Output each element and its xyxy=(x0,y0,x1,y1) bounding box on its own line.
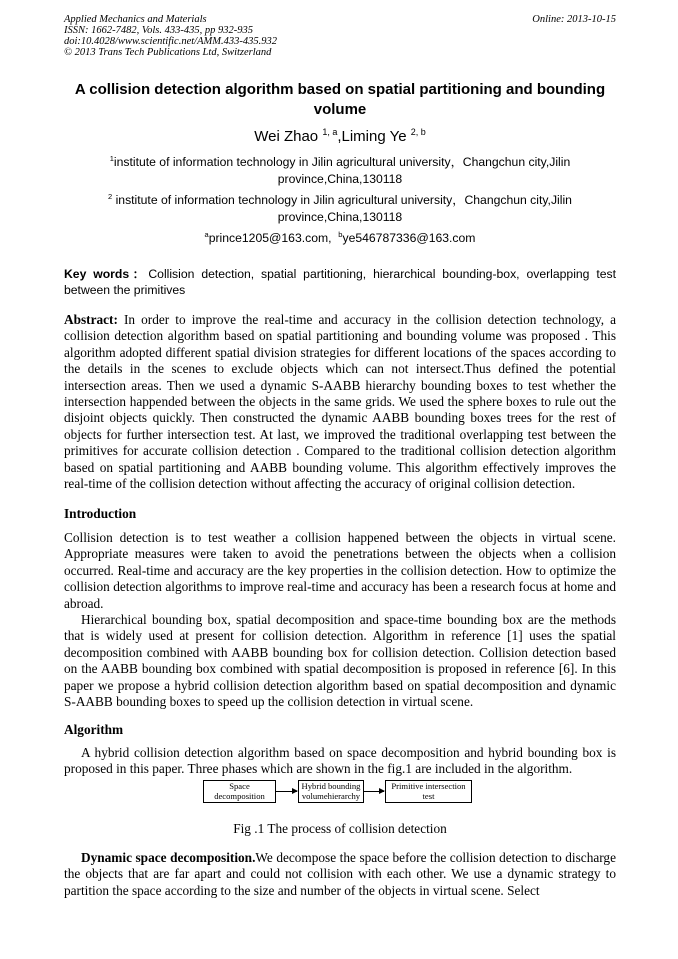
affiliation-superscript: 1 xyxy=(109,154,114,163)
flow-arrow-icon xyxy=(364,791,384,792)
journal-header xyxy=(64,14,616,58)
abstract xyxy=(64,312,616,492)
paper-title: A collision detection algorithm based on spatial partitioning and bounding volume xyxy=(74,81,606,118)
affiliation-2 xyxy=(95,192,585,226)
keywords-label: Key words： xyxy=(64,267,149,281)
copyright-line: © 2013 Trans Tech Publications Ltd, Switzerland xyxy=(64,47,272,58)
online-date: Online: 2013-10-15 xyxy=(532,14,616,25)
author-name: ,Liming Ye xyxy=(337,128,407,145)
flow-box-hybrid-bounding: Hybrid bounding volumehierarchy xyxy=(298,780,364,803)
paragraph: Collision detection is to test weather a collision happened between the objects in virtual scene. Appropriate measures were taken to avoid the penetrations between the objects when a collision occurred. Real-time and accuracy are the key properties in the collision detection. How to optimize the collision detection algorithms to improve real-time and accuracy has been a research focus at home and abroad. xyxy=(64,530,616,611)
abstract-label: Abstract: xyxy=(64,312,118,327)
flow-box-space-decomposition: Space decomposition xyxy=(203,780,276,803)
figure-caption: Fig .1 The process of collision detection xyxy=(233,821,447,836)
introduction-body xyxy=(64,530,616,710)
author-superscript: 1, a xyxy=(322,127,338,137)
section-heading-introduction: Introduction xyxy=(64,506,137,521)
email-address: ye546787336@163.com xyxy=(342,231,476,245)
paragraph-lead: Dynamic space decomposition. xyxy=(81,850,256,865)
email-line xyxy=(64,230,616,247)
affiliation-text: institute of information technology in Jilin agricultural university，Changchun city,Jilin province,China,130118 xyxy=(113,155,571,186)
algorithm-body xyxy=(64,745,616,778)
keywords xyxy=(64,266,616,298)
email-superscript: b xyxy=(338,230,343,239)
paragraph: A hybrid collision detection algorithm based on space decomposition and hybrid bounding box is proposed in this paper. Three phases which are shown in the fig.1 are included in the algorithm. xyxy=(64,745,616,777)
journal-name: Applied Mechanics and Materials xyxy=(64,14,207,25)
author-name: Wei Zhao xyxy=(254,128,319,145)
author-line xyxy=(64,127,616,147)
affiliation-superscript: 2 xyxy=(108,192,113,201)
email-superscript: a xyxy=(204,230,209,239)
issn-line: ISSN: 1662-7482, Vols. 433-435, pp 932-935 xyxy=(64,25,253,36)
flow-box-primitive-test: Primitive intersection test xyxy=(385,780,472,803)
email-address: prince1205@163.com, xyxy=(208,231,332,245)
author-superscript: 2, b xyxy=(410,127,426,137)
paragraph xyxy=(64,850,616,899)
abstract-text: In order to improve the real-time and accuracy in the collision detection technology, a collision detection algorithm based on spatial partitioning and bounding volume was proposed . This algorithm adopted different spatial division strategies for different locations of the spaces according to the details in the scenes to exclude objects which can not intersect.Thus defined the potential intersection areas. Then we used a dynamic S-AABB hierarchy bounding boxes to test whether the intersection happended between the objects in the same grids. We used the sphere boxes to rule out the disjoint objects quickly. Then constructed the dynamic AABB bounding boxes trees for the rest of objects for further intersection test. At last, we improved the traditional overlapping test between the primitives for accurate collision detection . Compared to the traditional collision detection algorithm based on spatial partitioning and AABB bounding volume. This algorithm effectively improves the real-time of the collision detection without affecting the accuracy of original collision detection. xyxy=(64,312,616,492)
paragraph-text: We decompose the space before the collision detection to discharge the objects that are far apart and could not collision with each other. We use a dynamic strategy to partition the space according to the size and number of the objects in virtual scene. Select xyxy=(64,850,616,898)
affiliation-1 xyxy=(95,154,585,188)
paragraph: Hierarchical bounding box, spatial decomposition and space-time bounding box are the methods that is widely used at present for collision detection. Algorithm in reference [1] uses the spatial decomposition combined with AABB bounding box for collision detection. Collision detection based on the AABB bounding box combined with spatial decomposition is proposed in reference [6]. In this paper we propose a hybrid collision detection algorithm based on spatial decomposition and dynamic S-AABB bounding boxes to speed up the collision detection in virtual scene. xyxy=(64,612,616,710)
doi-line: doi:10.4028/www.scientific.net/AMM.433-435.932 xyxy=(64,36,277,47)
flow-arrow-icon xyxy=(276,791,297,792)
keywords-text: Collision detection, spatial partitioning, hierarchical bounding-box, overlapping test between the primitives xyxy=(64,267,617,297)
section-heading-algorithm: Algorithm xyxy=(64,722,124,737)
affiliation-text: institute of information technology in Jilin agricultural university，Changchun city,Jilin province,China,130118 xyxy=(115,193,572,224)
